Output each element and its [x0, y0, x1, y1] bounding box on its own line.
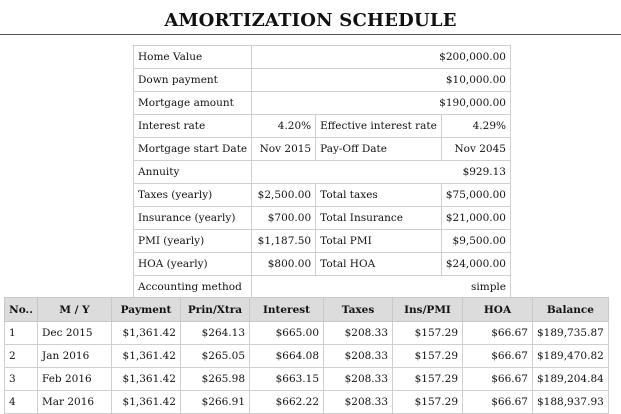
- column-header: M / Y: [38, 298, 112, 322]
- cell-balance: $188,937.93: [533, 391, 609, 414]
- cell-interest: $662.22: [250, 391, 324, 414]
- summary-label: Total HOA: [316, 253, 442, 276]
- column-header: Prin/Xtra: [181, 298, 250, 322]
- cell-balance: $189,470.82: [533, 345, 609, 368]
- summary-row: [134, 230, 511, 253]
- column-header: Interest: [250, 298, 324, 322]
- cell-principal: $265.98: [181, 368, 250, 391]
- summary-label: Insurance (yearly): [134, 207, 252, 230]
- cell-ins-pmi: $157.29: [393, 345, 463, 368]
- table-row: [5, 322, 609, 345]
- cell-month-year: Dec 2015: [38, 322, 112, 345]
- table-row: [5, 368, 609, 391]
- summary-label: Mortgage amount: [134, 92, 252, 115]
- cell-month-year: Jan 2016: [38, 345, 112, 368]
- summary-label: Down payment: [134, 69, 252, 92]
- summary-value: $10,000.00: [252, 69, 511, 92]
- column-header: No..: [5, 298, 38, 322]
- summary-label: Home Value: [134, 46, 252, 69]
- cell-hoa: $66.67: [463, 391, 533, 414]
- cell-no: 3: [5, 368, 38, 391]
- cell-interest: $664.08: [250, 345, 324, 368]
- summary-value: $800.00: [252, 253, 316, 276]
- cell-principal: $264.13: [181, 322, 250, 345]
- cell-balance: $189,735.87: [533, 322, 609, 345]
- summary-value: $2,500.00: [252, 184, 316, 207]
- page-title: AMORTIZATION SCHEDULE: [164, 10, 457, 31]
- cell-taxes: $208.33: [324, 391, 393, 414]
- summary-value: simple: [252, 276, 511, 299]
- summary-row: [134, 161, 511, 184]
- title-divider: [0, 34, 621, 35]
- cell-ins-pmi: $157.29: [393, 322, 463, 345]
- summary-label: Mortgage start Date: [134, 138, 252, 161]
- cell-hoa: $66.67: [463, 345, 533, 368]
- cell-payment: $1,361.42: [112, 322, 181, 345]
- summary-row: [134, 69, 511, 92]
- cell-month-year: Feb 2016: [38, 368, 112, 391]
- summary-row: [134, 207, 511, 230]
- cell-month-year: Mar 2016: [38, 391, 112, 414]
- cell-principal: $266.91: [181, 391, 250, 414]
- column-header: HOA: [463, 298, 533, 322]
- cell-payment: $1,361.42: [112, 391, 181, 414]
- summary-label: Accounting method: [134, 276, 252, 299]
- cell-hoa: $66.67: [463, 368, 533, 391]
- summary-label: Total PMI: [316, 230, 442, 253]
- amortization-table: [4, 297, 609, 414]
- table-row: [5, 391, 609, 414]
- summary-value: $75,000.00: [441, 184, 510, 207]
- cell-ins-pmi: $157.29: [393, 368, 463, 391]
- summary-value: $190,000.00: [252, 92, 511, 115]
- cell-no: 1: [5, 322, 38, 345]
- cell-balance: $189,204.84: [533, 368, 609, 391]
- cell-hoa: $66.67: [463, 322, 533, 345]
- summary-row: [134, 253, 511, 276]
- summary-value: $24,000.00: [441, 253, 510, 276]
- cell-no: 2: [5, 345, 38, 368]
- cell-interest: $663.15: [250, 368, 324, 391]
- cell-no: 4: [5, 391, 38, 414]
- cell-interest: $665.00: [250, 322, 324, 345]
- cell-taxes: $208.33: [324, 345, 393, 368]
- summary-value: $700.00: [252, 207, 316, 230]
- summary-value: $9,500.00: [441, 230, 510, 253]
- cell-payment: $1,361.42: [112, 368, 181, 391]
- cell-principal: $265.05: [181, 345, 250, 368]
- summary-label: Total Insurance: [316, 207, 442, 230]
- cell-taxes: $208.33: [324, 368, 393, 391]
- summary-value: Nov 2015: [252, 138, 316, 161]
- summary-row: [134, 92, 511, 115]
- column-header: Payment: [112, 298, 181, 322]
- summary-value: 4.29%: [441, 115, 510, 138]
- column-header: Balance: [533, 298, 609, 322]
- summary-value: 4.20%: [252, 115, 316, 138]
- cell-payment: $1,361.42: [112, 345, 181, 368]
- summary-row: [134, 46, 511, 69]
- cell-ins-pmi: $157.29: [393, 391, 463, 414]
- summary-value: $1,187.50: [252, 230, 316, 253]
- summary-label: Annuity: [134, 161, 252, 184]
- mortgage-summary-table: [133, 45, 511, 299]
- table-row: [5, 345, 609, 368]
- summary-row: [134, 276, 511, 299]
- summary-row: [134, 115, 511, 138]
- summary-row: [134, 138, 511, 161]
- summary-value: $929.13: [252, 161, 511, 184]
- table-header-row: [5, 298, 609, 322]
- cell-taxes: $208.33: [324, 322, 393, 345]
- summary-label: PMI (yearly): [134, 230, 252, 253]
- column-header: Ins/PMI: [393, 298, 463, 322]
- summary-label: Taxes (yearly): [134, 184, 252, 207]
- summary-value: Nov 2045: [441, 138, 510, 161]
- summary-value: $200,000.00: [252, 46, 511, 69]
- column-header: Taxes: [324, 298, 393, 322]
- summary-row: [134, 184, 511, 207]
- summary-value: $21,000.00: [441, 207, 510, 230]
- summary-label: Total taxes: [316, 184, 442, 207]
- summary-label: HOA (yearly): [134, 253, 252, 276]
- summary-label: Effective interest rate: [316, 115, 442, 138]
- summary-label: Pay-Off Date: [316, 138, 442, 161]
- summary-label: Interest rate: [134, 115, 252, 138]
